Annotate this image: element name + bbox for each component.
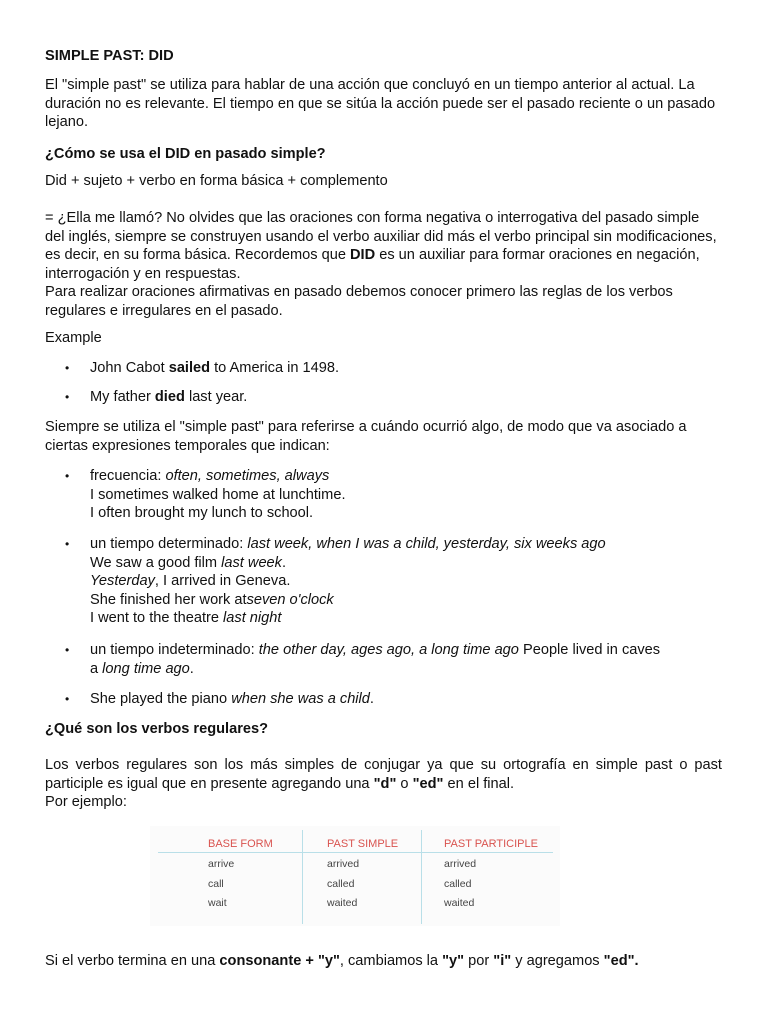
- frequency-example-1: I sometimes walked home at lunchtime.: [90, 486, 346, 503]
- table-column-divider-2: [421, 830, 422, 924]
- frequency-words: often, sometimes, always: [165, 468, 330, 484]
- rule-ed-bold: "ed".: [603, 953, 639, 969]
- rule-y-bold: "y": [442, 953, 465, 969]
- table-cell: waited: [327, 897, 358, 909]
- explanation-text: [45, 209, 722, 283]
- definite-ex3-a: She finished her work at: [90, 591, 247, 608]
- rule-consonant-bold: consonante + "y": [219, 953, 340, 969]
- table-cell: arrive: [208, 858, 235, 870]
- explanation-part-c: es un auxiliar para formar oraciones en negación, interrogación y en respuestas.: [45, 247, 700, 282]
- definite-ex1-a: We saw a good film: [90, 554, 222, 571]
- list-item: [45, 690, 722, 709]
- example-2-pre: My father: [90, 389, 155, 405]
- table-header-past-simple: PAST SIMPLE: [327, 838, 399, 850]
- table-header-divider: [158, 852, 553, 853]
- table-header-base-form: BASE FORM: [208, 838, 273, 850]
- table-cell: called: [327, 878, 355, 890]
- example-2-post: last year.: [184, 389, 248, 405]
- indefinite-ex-a: a: [90, 660, 103, 677]
- regular-verbs-text: [45, 756, 722, 793]
- explanation-paragraph: [45, 209, 722, 320]
- table-header-past-participle: PAST PARTICIPLE: [444, 838, 538, 850]
- table-column-divider-1: [302, 830, 303, 924]
- list-item: [45, 467, 722, 523]
- example-1-pre: John Cabot: [90, 360, 169, 376]
- frequency-label: frecuencia:: [90, 468, 166, 484]
- indefinite-ex-c: .: [189, 660, 194, 677]
- usage-paragraph: Siempre se utiliza el "simple past" para referirse a cuándo ocurrió algo, de modo que va asociado a ciertas expresiones temporales que indican:: [45, 419, 687, 454]
- explanation-did-bold: DID: [350, 247, 376, 263]
- list-item: [45, 359, 722, 378]
- example-2-bold: died: [154, 389, 185, 405]
- rule-part-c: , cambiamos la: [339, 953, 443, 969]
- definite-ex2-b: , I arrived in Geneva.: [154, 573, 291, 589]
- indefinite-time-list: [45, 641, 722, 678]
- frequency-example-2: I often brought my lunch to school.: [90, 505, 314, 521]
- example-list-2: [45, 388, 722, 407]
- example-label: Example: [45, 330, 102, 346]
- definite-ex1-c: .: [281, 554, 287, 571]
- frequency-list: [45, 467, 722, 523]
- por-ejemplo: Por ejemplo:: [45, 794, 127, 810]
- rule-part-e: por: [464, 953, 494, 969]
- indefinite-label: un tiempo indeterminado:: [90, 642, 259, 658]
- definite-ex3-b: seven o'clock: [246, 591, 334, 608]
- table-cell: wait: [208, 897, 227, 909]
- definite-ex4-b: last night: [223, 610, 282, 626]
- intro-paragraph: El "simple past" se utiliza para hablar de una acción que concluyó en un tiempo anterior al actual. La duración no es relevante. El tiempo en que se sitúa la acción puede ser el pasado reciente o un pasado lejano.: [45, 77, 716, 130]
- definite-ex1-b: last week: [221, 554, 282, 571]
- definite-ex4-a: I went to the theatre: [90, 610, 224, 626]
- regular-verbs-paragraph: [45, 756, 722, 812]
- table-cell: arrived: [327, 858, 360, 870]
- definite-ex2-a: Yesterday: [90, 573, 155, 589]
- verb-table-image: [150, 826, 560, 926]
- page-title: SIMPLE PAST: DID: [45, 48, 174, 64]
- example-list: [45, 359, 722, 378]
- regular-part-c: o: [396, 775, 413, 792]
- consonant-y-rule: [45, 952, 722, 971]
- section-heading-regular: ¿Qué son los verbos regulares?: [45, 721, 269, 737]
- regular-part-e: en el final.: [443, 775, 515, 792]
- example-1-bold: sailed: [168, 360, 211, 376]
- table-cell: call: [208, 878, 224, 890]
- piano-list: [45, 690, 722, 709]
- indefinite-words: the other day, ages ago, a long time ago: [258, 642, 519, 658]
- rule-part-a: Si el verbo termina en una: [45, 953, 220, 969]
- regular-d-bold: "d": [373, 775, 397, 792]
- formula-line: Did + sujeto + verbo en forma básica + complemento: [45, 173, 388, 189]
- piano-pre: She played the piano: [90, 691, 232, 707]
- explanation-text-2: Para realizar oraciones afirmativas en pasado debemos conocer primero las reglas de los verbos regulares e irregulares en el pasado.: [45, 284, 673, 319]
- piano-post: .: [369, 691, 374, 707]
- definite-words: last week, when I was a child, yesterday, six weeks ago: [247, 536, 606, 552]
- regular-part-a: Los verbos regulares son los más simples de conjugar ya que su ortografía en simple past o past participle es igual que en presente agregando una: [45, 757, 722, 792]
- indefinite-rest: People lived in caves: [518, 642, 661, 658]
- indefinite-ex-b: long time ago: [102, 660, 190, 677]
- rule-part-g: y agregamos: [511, 953, 604, 969]
- definite-time-list: [45, 535, 722, 628]
- rule-i-bold: "i": [493, 953, 512, 969]
- list-item: [45, 641, 722, 678]
- example-1-post: to America in 1498.: [210, 360, 340, 376]
- table-cell: called: [444, 878, 472, 890]
- definite-label: un tiempo determinado:: [90, 536, 248, 552]
- explanation-part-a: = ¿Ella me llamó? No olvides que las oraciones con forma negativa o interrogativa del pasado simple del inglés, siempre se construyen usando el verbo auxiliar did más el verbo principal sin modificaciones, es decir, en su forma básica. Recordemos que: [45, 210, 717, 263]
- section-heading-did: ¿Cómo se usa el DID en pasado simple?: [45, 146, 326, 162]
- table-cell: waited: [444, 897, 475, 909]
- list-item: [45, 535, 722, 628]
- list-item: [45, 388, 722, 407]
- regular-ed-bold: "ed": [412, 775, 444, 792]
- table-cell: arrived: [444, 858, 477, 870]
- piano-italic: when she was a child: [231, 691, 370, 707]
